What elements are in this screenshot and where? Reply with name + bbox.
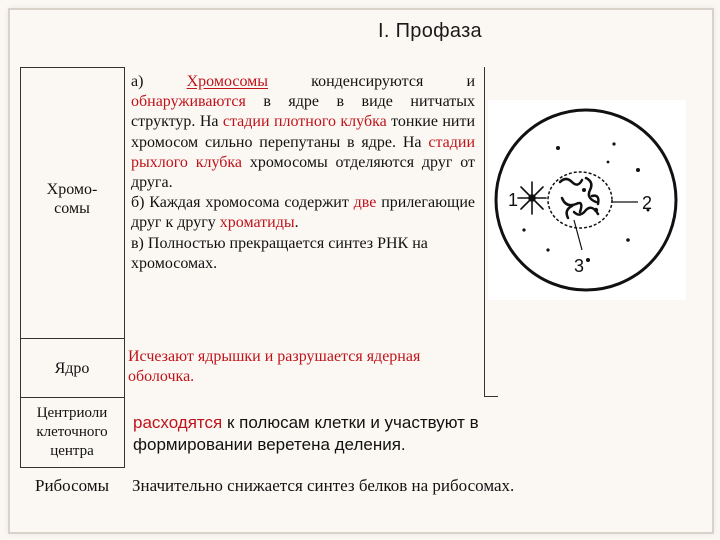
table-figure-bottom	[484, 396, 498, 397]
table-column-divider	[124, 67, 125, 467]
slide-title: I. Профаза	[378, 20, 482, 42]
term-loose-coil-stage: стадии рыхлого клубка	[131, 133, 475, 171]
row-label-ribosomes: Рибосомы	[34, 476, 110, 495]
table-figure-divider	[484, 67, 485, 397]
text-span: .	[294, 214, 299, 232]
table-row-divider-3	[20, 467, 125, 468]
prophase-cell-figure	[488, 100, 686, 300]
term-chromatids: хроматиды	[219, 214, 295, 232]
label-line: Хромо-	[46, 181, 98, 198]
cell-drawing	[488, 100, 686, 300]
label-line: Центриоли	[36, 405, 108, 421]
table-row-divider-2	[20, 397, 125, 398]
ribosomes-description: Значительно снижается синтез белков на рибосомах.	[132, 476, 515, 495]
term-chromosomes: Хромосомы	[186, 73, 269, 90]
text-span: б) Каждая хромосома содержит	[131, 194, 354, 212]
text-span: в ядре в виде нитчатых структур. На	[131, 93, 475, 131]
text-span: к полюсам клетки и участвуют в формировании веретена деления.	[133, 413, 479, 454]
paragraph-a	[131, 72, 475, 193]
centrioles-description	[133, 412, 603, 456]
label-line: клеточного	[36, 424, 108, 440]
row-label-centrioles	[22, 404, 122, 461]
term-diverge: расходятся	[133, 413, 223, 432]
figure-label-3: 3	[574, 256, 585, 276]
label-line: центра	[50, 443, 94, 459]
text-span: а)	[131, 73, 187, 90]
text-span: хромосомы отделяются друг от друга.	[131, 153, 475, 192]
figure-label-1: 1	[508, 190, 519, 210]
paragraph-c: в) Полностью прекращается синтез РНК на хромосомах.	[131, 234, 428, 272]
paragraph-b	[131, 193, 475, 233]
term-two: две	[353, 194, 377, 212]
table-left-border	[20, 67, 21, 467]
text-span: конденсируются и	[268, 73, 475, 90]
table-top-border	[20, 67, 125, 68]
nucleus-description: Исчезают ядрышки и разрушается ядерная оболочка.	[128, 348, 421, 385]
row-label-nucleus: Ядро	[54, 360, 90, 377]
figure-label-2: 2	[642, 193, 653, 213]
text-span: прилегающие друг к другу	[131, 194, 476, 232]
term-dense-coil-stage: стадии плотного клубка	[222, 113, 387, 131]
label-line: сомы	[54, 200, 90, 217]
row-label-chromosomes	[22, 180, 122, 218]
text-span: тонкие нити хромосом сильно перепутаны в ядре. На	[131, 113, 476, 151]
term-detected: обнаруживаются	[131, 93, 246, 111]
table-row-divider-1	[20, 338, 125, 339]
chromosomes-description	[131, 72, 475, 274]
